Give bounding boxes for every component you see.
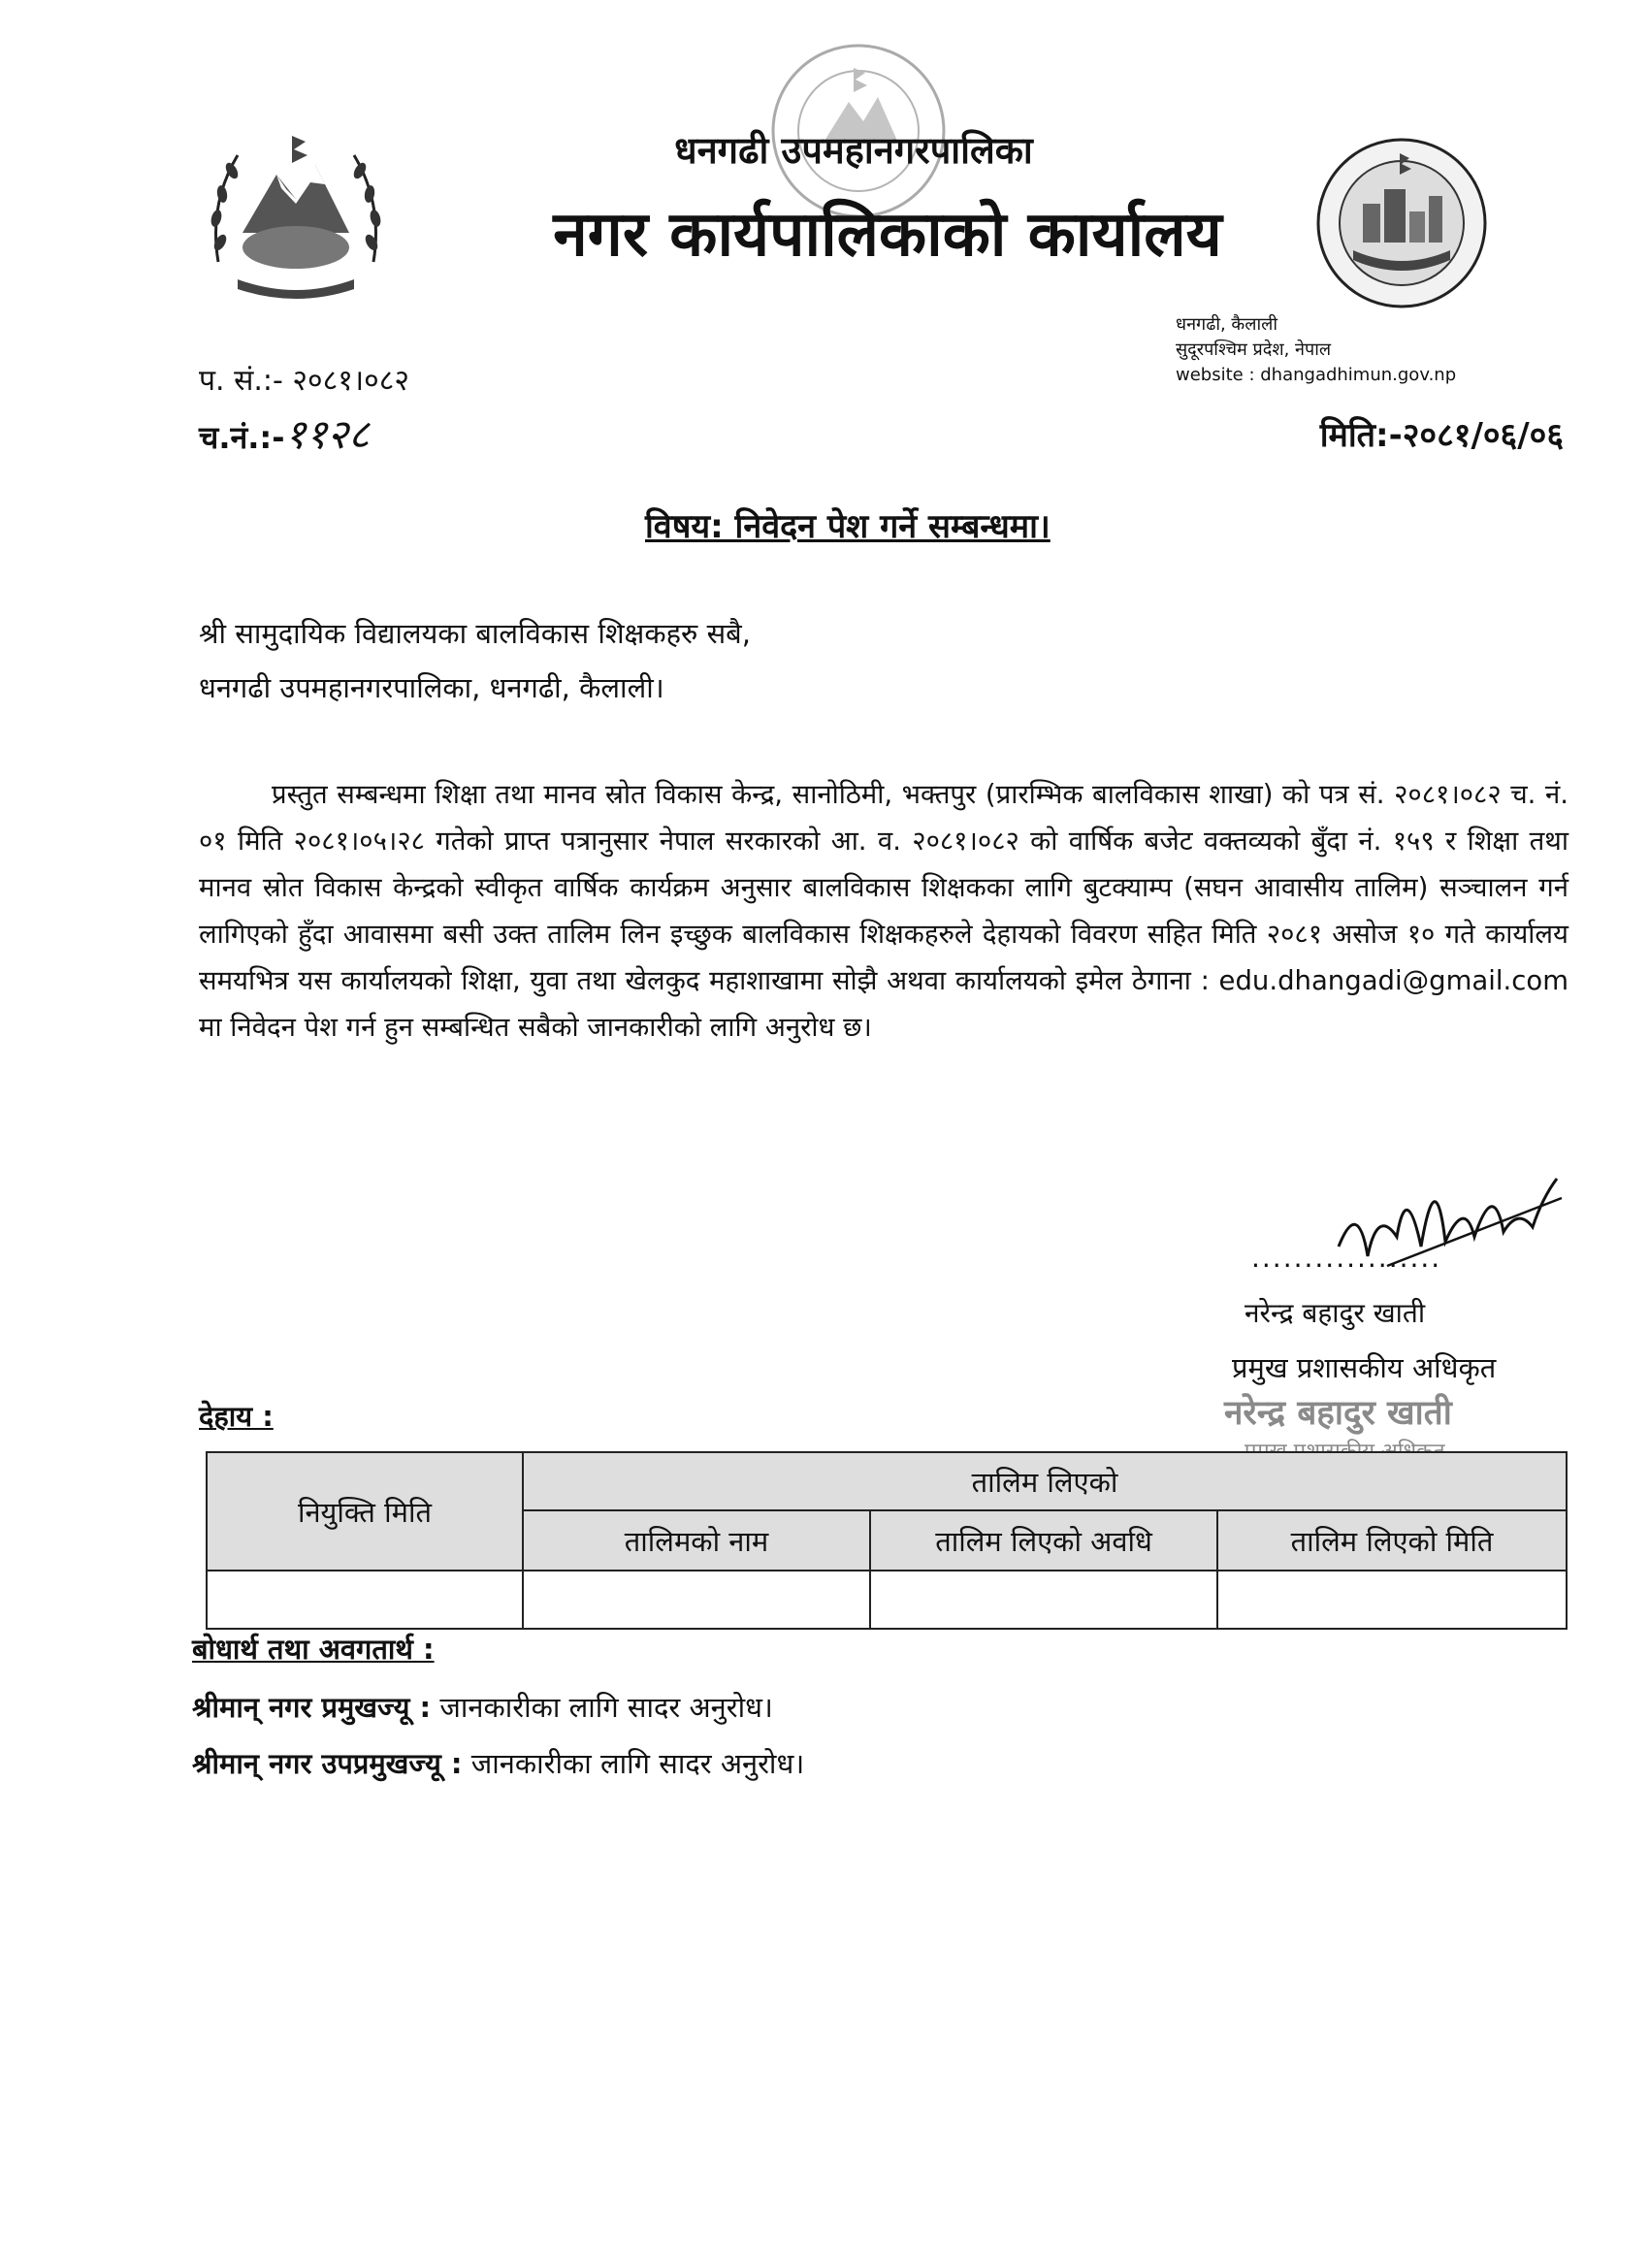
signature-line: .................. <box>1251 1242 1442 1274</box>
training-duration-header: तालिम लिएको अवधि <box>870 1510 1217 1571</box>
office-name: नगर कार्यपालिकाको कार्यालय <box>553 199 1222 271</box>
nepal-emblem-icon <box>199 116 393 310</box>
table-cell <box>523 1571 870 1629</box>
addressee <box>199 606 751 715</box>
letter-body: प्रस्तुत सम्बन्धमा शिक्षा तथा मानव स्रोत विकास केन्द्र, सानोठिमी, भक्तपुर (प्रारम्भिक बालविकास शाखा) को पत्र सं. २०८१।०८२ च. नं. ०१ मिति २०८१।०५।२८ गतेको प्राप्त पत्रानुसार नेपाल सरकारको आ. व. २०८१।०८२ को वार्षिक बजेट वक्तव्यको बुँदा नं. १५९ र शिक्षा तथा मानव स्रोत विकास केन्द्रको स्वीकृत वार्षिक कार्यक्रम अनुसार बालविकास शिक्षकका लागि बुटक्याम्प (सघन आवासीय तालिम) सञ्चालन गर्न लागिएको हुँदा आवासमा बसी उक्त तालिम लिन इच्छुक बालविकास शिक्षकहरुले देहायको विवरण सहित मिति २०८१ असोज १० गते कार्यालय समयभित्र यस कार्यालयको शिक्षा, युवा तथा खेलकुद महाशाखामा सोझै अथवा कार्यालयको इमेल ठेगाना : edu.dhangadi@gmail.com मा निवेदन पेश गर्न हुन सम्बन्धित सबैको जानकारीको लागि अनुरोध छ। <box>199 779 1568 1043</box>
cc-heading: बोधार्थ तथा अवगतार्थ : <box>192 1633 435 1666</box>
cc-item <box>192 1744 804 1782</box>
cc-item <box>192 1688 773 1726</box>
municipality-logo-icon <box>1314 136 1489 310</box>
cc-note: जानकारीका लागि सादर अनुरोध। <box>462 1747 805 1780</box>
cc-recipient: श्रीमान् नगर प्रमुखज्यू : <box>192 1691 432 1724</box>
letter-date: मिति:-२०८१/०६/०६ <box>1319 416 1564 455</box>
table-cell <box>870 1571 1217 1629</box>
cc-note: जानकारीका लागि सादर अनुरोध। <box>431 1691 773 1724</box>
website-text: website : dhangadhimun.gov.np <box>1176 365 1457 385</box>
table-cell <box>1217 1571 1567 1629</box>
training-date-header: तालिम लिएको मिति <box>1217 1510 1567 1571</box>
address-line-2: सुदूरपश्चिम प्रदेश, नेपाल <box>1176 340 1332 360</box>
table-cell <box>207 1571 523 1629</box>
table-row <box>207 1571 1567 1629</box>
letter-number: प. सं.:- २०८१।०८२ <box>199 364 409 398</box>
dispatch-number-label: च.नं.:- <box>199 419 285 456</box>
addressee-line-1: श्री सामुदायिक विद्यालयका बालविकास शिक्षकहरु सबै, <box>199 617 751 650</box>
schedule-heading: देहाय : <box>199 1400 274 1433</box>
appointment-date-header: नियुक्ति मिति <box>207 1452 523 1571</box>
office-address <box>1176 312 1456 388</box>
subject-line: विषय: निवेदन पेश गर्ने सम्बन्धमा। <box>645 507 1051 546</box>
address-line-1: धनगढी, कैलाली <box>1176 314 1277 335</box>
cc-recipient: श्रीमान् नगर उपप्रमुखज्यू : <box>192 1747 463 1780</box>
name-stamp: नरेन्द्र बहादुर खाती <box>1224 1394 1452 1433</box>
dispatch-number-value: ११२८ <box>284 410 370 458</box>
org-name: धनगढी उपमहानगरपालिका <box>674 129 1033 172</box>
training-name-header: तालिमको नाम <box>523 1510 870 1571</box>
signatory-name: नरेन्द्र बहादुर खाती <box>1245 1297 1426 1329</box>
addressee-line-2: धनगढी उपमहानगरपालिका, धनगढी, कैलाली। <box>199 671 664 704</box>
training-taken-header: तालिम लिएको <box>523 1452 1567 1510</box>
signatory-title: प्रमुख प्रशासकीय अधिकृत <box>1232 1351 1497 1384</box>
dispatch-number <box>199 405 370 461</box>
training-details-table <box>206 1451 1568 1630</box>
